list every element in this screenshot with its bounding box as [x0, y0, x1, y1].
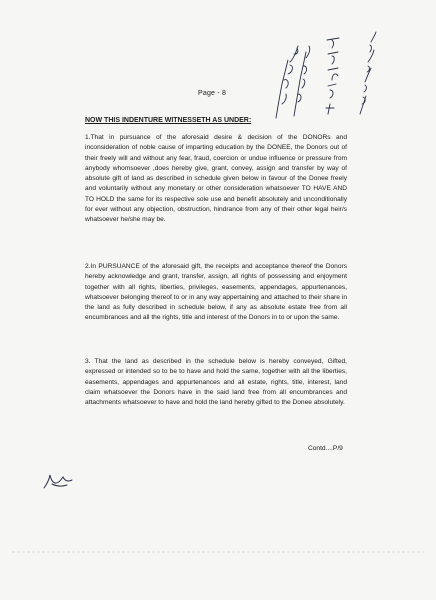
clause-3: 3. That the land as described in the schedule below is hereby conveyed, Gifted, expressed or intended so to be to have and hold the same, together with all the liberties, easements, appendages and appurtenances and all estate, rights, title, interest, land claim whatsoever the Donors have in the said land free from all encumbrances and attachments whatsoever to have and hold the land hereby gifted to the Donee absolutely.	[85, 358, 347, 407]
signature-4	[360, 32, 376, 114]
signature-3	[326, 38, 339, 114]
paper-edge	[12, 548, 424, 556]
signature-2	[294, 46, 310, 116]
section-heading: NOW THIS INDENTURE WITNESSETH AS UNDER:	[85, 117, 252, 124]
clause-2: 2.In PURSUANCE of the aforesaid gift, the receipts and acceptance thereof the Donors hereby acknowledge and grant, transfer, assign, all rights of possessing and enjoyment together with all rights, liberties, privileges, easements, appendages, appurtenances, whatsoever belonging thereof to or in any way appertaining and attached to their share in the land as fully described in schedule below, if any as absolute estate free from all encumbrances and all the rights, title and interest of the Donors in to or upon the same.	[85, 263, 347, 322]
initials-signature	[40, 470, 80, 492]
continued-note: Contd....P/9	[308, 445, 343, 452]
clause-1: 1.That in pursuance of the aforesaid desire & decision of the DONORs and inconsideration of noble cause of imparting education by the DONEE, the Donors out of their freely will and without any fear, fraud, coercion or undue influence or pressure from anybody whomsoever ,does hereby give, grant, convey, assign and transfer by way of absolute gift of land as described in schedule given below in favour of the Donee freely and voluntarily without any monetary or other consideration whatsoever TO HAVE AND TO HOLD the same for its respective sole use and benefit absolutely and unconditionally for ever without any objection, obstruction, hindrance from any of their other legal heir/s whatsoever he/she may be.	[85, 134, 347, 224]
signature-1	[276, 46, 298, 118]
signatures-block	[236, 18, 436, 128]
page-number: Page - 8	[198, 90, 227, 97]
